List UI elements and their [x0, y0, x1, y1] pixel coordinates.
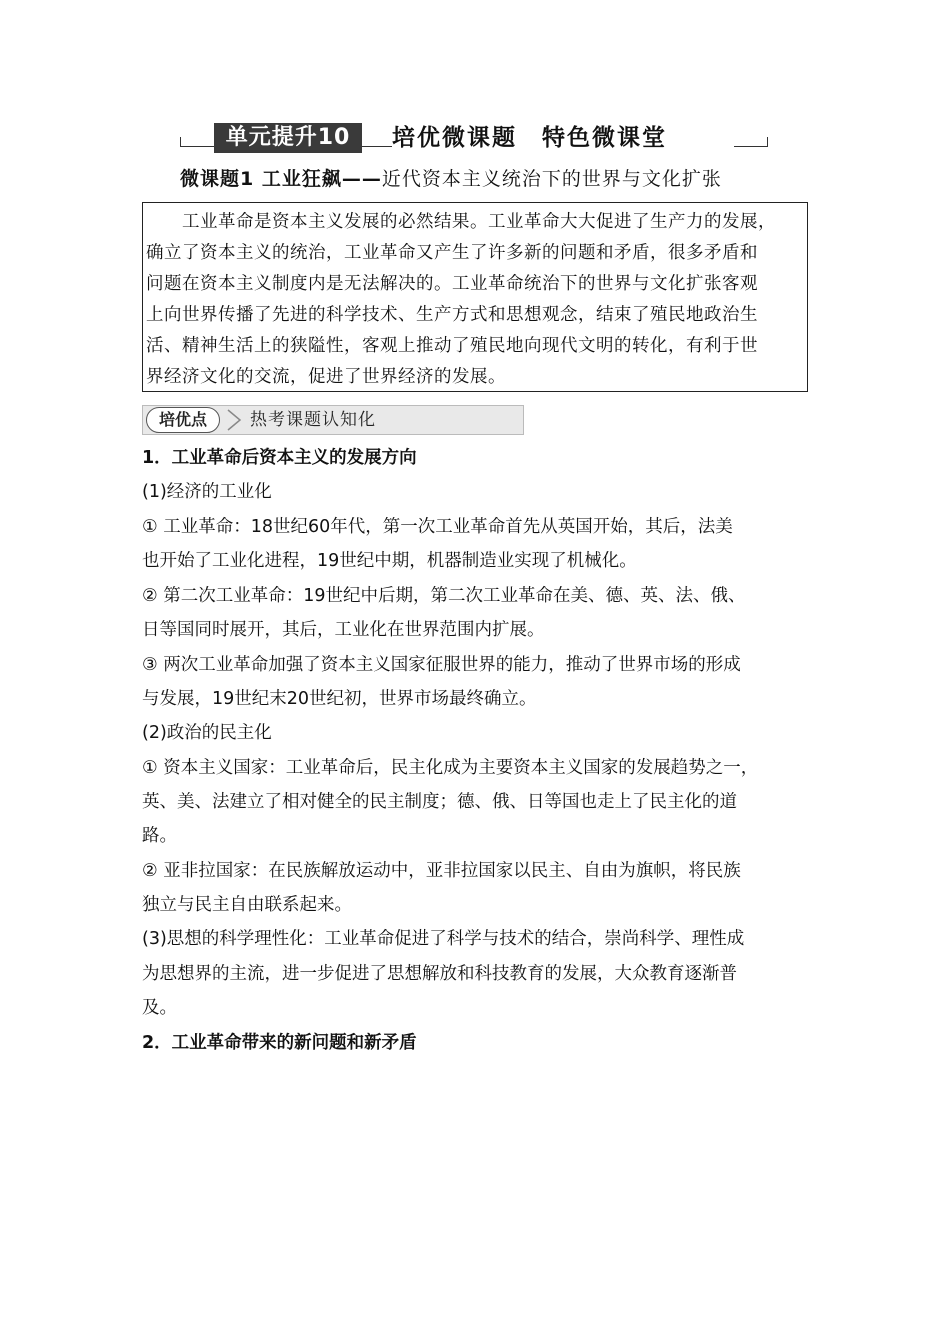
- body-line: 及。: [142, 998, 177, 1018]
- banner-title: 培优微课题 特色微课堂: [392, 125, 667, 151]
- banner-rule-left: [180, 146, 214, 147]
- intro-line: 界经济文化的交流，促进了世界经济的发展。: [146, 367, 506, 387]
- banner-rule-right: [734, 146, 768, 147]
- body-line: ② 第二次工业革命：19世纪中后期，第二次工业革命在美、德、英、法、俄、: [142, 586, 746, 606]
- intro-line: 活、精神生活上的狭隘性，客观上推动了殖民地向现代文明的转化，有利于世: [146, 336, 758, 356]
- section-tag-label: 培优点: [146, 407, 220, 433]
- body-line: 独立与民主自由联系起来。: [142, 895, 352, 915]
- body-line: ① 工业革命：18世纪60年代，第一次工业革命首先从英国开始，其后，法美: [142, 517, 733, 537]
- body-line: (3)思想的科学理性化：工业革命促进了科学与技术的结合，崇尚科学、理性成: [142, 929, 745, 949]
- body-line: 为思想界的主流，进一步促进了思想解放和科技教育的发展，大众教育逐渐普: [142, 964, 737, 984]
- lesson-subtitle: [180, 164, 780, 194]
- intro-line: 工业革命是资本主义发展的必然结果。工业革命大大促进了生产力的发展，: [146, 212, 776, 232]
- section-heading: 2．工业革命带来的新问题和新矛盾: [142, 1033, 417, 1053]
- intro-line: 问题在资本主义制度内是无法解决的。工业革命统治下的世界与文化扩张客观: [146, 274, 758, 294]
- body-line: 与发展，19世纪末20世纪初，世界市场最终确立。: [142, 689, 537, 709]
- subtitle-light: 近代资本主义统治下的世界与文化扩张: [381, 168, 722, 190]
- subheading: (2)政治的民主化: [142, 723, 272, 743]
- banner-tick-right: [767, 137, 768, 147]
- section-heading: 1．工业革命后资本主义的发展方向: [142, 448, 417, 468]
- body-line: ③ 两次工业革命加强了资本主义国家征服世界的能力，推动了世界市场的形成: [142, 655, 741, 675]
- section-tag: [142, 405, 524, 435]
- banner-rule-mid: [362, 146, 392, 147]
- chevron-right-icon: [224, 408, 246, 432]
- banner-tick-left: [180, 137, 181, 147]
- body-line: 也开始了工业化进程，19世纪中期，机器制造业实现了机械化。: [142, 551, 637, 571]
- subtitle-strong: 微课题1 工业狂飙——: [180, 168, 382, 190]
- intro-line: 确立了资本主义的统治，工业革命又产生了许多新的问题和矛盾，很多矛盾和: [146, 243, 758, 263]
- body-line: ① 资本主义国家：工业革命后，民主化成为主要资本主义国家的发展趋势之一，: [142, 758, 759, 778]
- body-line: ② 亚非拉国家：在民族解放运动中，亚非拉国家以民主、自由为旗帜，将民族: [142, 861, 741, 881]
- intro-line: 上向世界传播了先进的科学技术、生产方式和思想观念，结束了殖民地政治生: [146, 305, 758, 325]
- section-tag-text: 热考课题认知化: [250, 410, 376, 430]
- unit-badge: 单元提升10: [214, 123, 362, 153]
- body-line: 路。: [142, 826, 177, 846]
- body-line: 英、美、法建立了相对健全的民主制度；德、俄、日等国也走上了民主化的道: [142, 792, 737, 812]
- subheading: (1)经济的工业化: [142, 482, 272, 502]
- body-line: 日等国同时展开，其后，工业化在世界范围内扩展。: [142, 620, 545, 640]
